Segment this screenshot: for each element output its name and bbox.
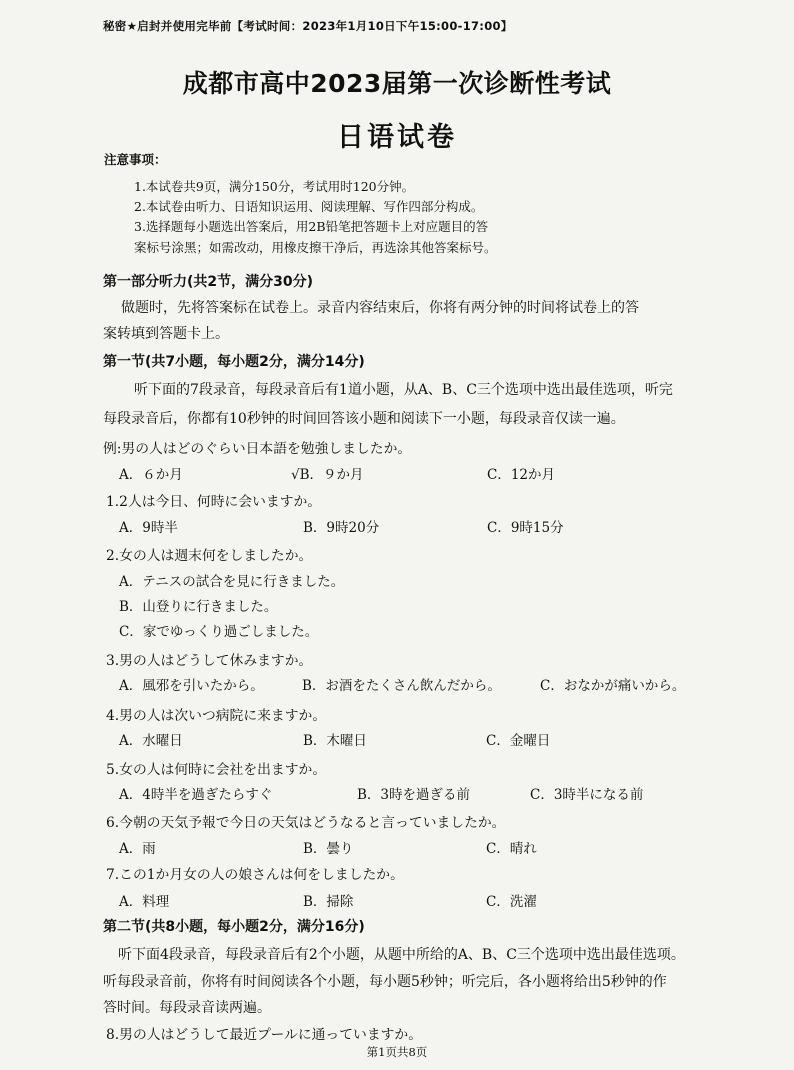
- example-option-b: √B．９か月: [291, 467, 364, 483]
- note-line-2: 2.本试卷由听力、日语知识运用、阅读理解、写作四部分构成。: [134, 199, 484, 214]
- q6-option-a: A．雨: [119, 841, 156, 857]
- q1-option-b: B．9時20分: [303, 520, 380, 536]
- question-8: 8.男の人はどうして最近プールに通っていますか。: [106, 1027, 423, 1043]
- note-line-1: 1.本试卷共9页，满分150分，考试用时120分钟。: [134, 179, 415, 194]
- section2-intro-line-1: 听下面4段录音，每段录音后有2个小题，从题中所给的A、B、C三个选项中选出最佳选项。: [118, 947, 685, 963]
- section1-heading: 第一节(共7小题，每小题2分，满分14分): [103, 354, 365, 370]
- confidential-header: 秘密★启封并使用完毕前【考试时间：2023年1月10日下午15:00-17:00】: [103, 19, 513, 33]
- q7-option-c: C．洗濯: [486, 894, 537, 910]
- question-4: 4.男の人は次いつ病院に来ますか。: [106, 708, 327, 724]
- exam-subtitle: 日语试卷: [337, 122, 457, 153]
- q3-option-a: A．風邪を引いたから。: [119, 678, 264, 694]
- example-option-c: C．12か月: [487, 467, 556, 483]
- q5-option-a: A．4時半を過ぎたらすぐ: [119, 787, 273, 803]
- notes-heading: 注意事项：: [104, 152, 167, 167]
- question-6: 6.今朝の天気予報で今日の天気はどうなると言っていましたか。: [106, 815, 506, 831]
- section1-intro-line-1: 听下面的7段录音，每段录音后有1道小题，从A、B、C三个选项中选出最佳选项，听完: [134, 382, 673, 398]
- q7-option-a: A．料理: [119, 894, 170, 910]
- q5-option-b: B．3時を過ぎる前: [357, 787, 471, 803]
- note-line-3-cont: 案标号涂黑；如需改动，用橡皮擦干净后，再选涂其他答案标号。: [134, 240, 497, 255]
- part1-heading: 第一部分听力(共2节，满分30分): [103, 274, 314, 290]
- q2-option-a: A．テニスの試合を見に行きました。: [119, 574, 345, 590]
- section2-heading: 第二节(共8小题，每小题2分，满分16分): [103, 919, 365, 935]
- page-number: 第1页共8页: [366, 1045, 428, 1059]
- q2-option-c: C．家でゆっくり過ごしました。: [119, 624, 319, 640]
- example-question: 例:男の人はどのぐらい日本語を勉強しましたか。: [103, 441, 412, 457]
- q1-option-a: A．9時半: [119, 520, 178, 536]
- exam-title: 成都市高中2023届第一次诊断性考试: [182, 69, 612, 98]
- section2-intro-line-3: 答时间。每段录音读两遍。: [103, 1000, 271, 1016]
- q6-option-c: C．晴れ: [486, 841, 537, 857]
- q4-option-b: B．木曜日: [303, 733, 367, 749]
- q2-option-b: B．山登りに行きました。: [119, 599, 278, 615]
- q1-option-c: C．9時15分: [487, 520, 564, 536]
- question-2: 2.女の人は週末何をしましたか。: [106, 548, 313, 564]
- q7-option-b: B．掃除: [303, 894, 354, 910]
- question-5: 5.女の人は何時に会社を出ますか。: [106, 762, 327, 778]
- q6-option-b: B．曇り: [303, 841, 354, 857]
- note-line-3: 3.选择题每小题选出答案后，用2B铅笔把答题卡上对应题目的答: [134, 219, 489, 234]
- q3-option-b: B．お酒をたくさん飲んだから。: [302, 678, 501, 694]
- question-3: 3.男の人はどうして休みますか。: [106, 653, 313, 669]
- part1-intro-line-1: 做题时，先将答案标在试卷上。录音内容结束后，你将有两分钟的时间将试卷上的答: [121, 300, 639, 316]
- q5-option-c: C．3時半になる前: [530, 787, 644, 803]
- example-option-a: A．６か月: [119, 467, 183, 483]
- question-1: 1.2人は今日、何時に会いますか。: [106, 494, 322, 510]
- section2-intro-line-2: 听每段录音前，你将有时间阅读各个小题，每小题5秒钟；听完后，各小题将给出5秒钟的作: [103, 974, 667, 990]
- section1-intro-line-2: 每段录音后，你都有10秒钟的时间回答该小题和阅读下一小题，每段录音仅读一遍。: [103, 411, 625, 427]
- q4-option-a: A．水曜日: [119, 733, 183, 749]
- q3-option-c: C．おなかが痛いから。: [540, 678, 686, 694]
- q4-option-c: C．金曜日: [486, 733, 551, 749]
- part1-intro-line-2: 案转填到答题卡上。: [103, 326, 229, 342]
- question-7: 7.この1か月女の人の娘さんは何をしましたか。: [106, 867, 404, 883]
